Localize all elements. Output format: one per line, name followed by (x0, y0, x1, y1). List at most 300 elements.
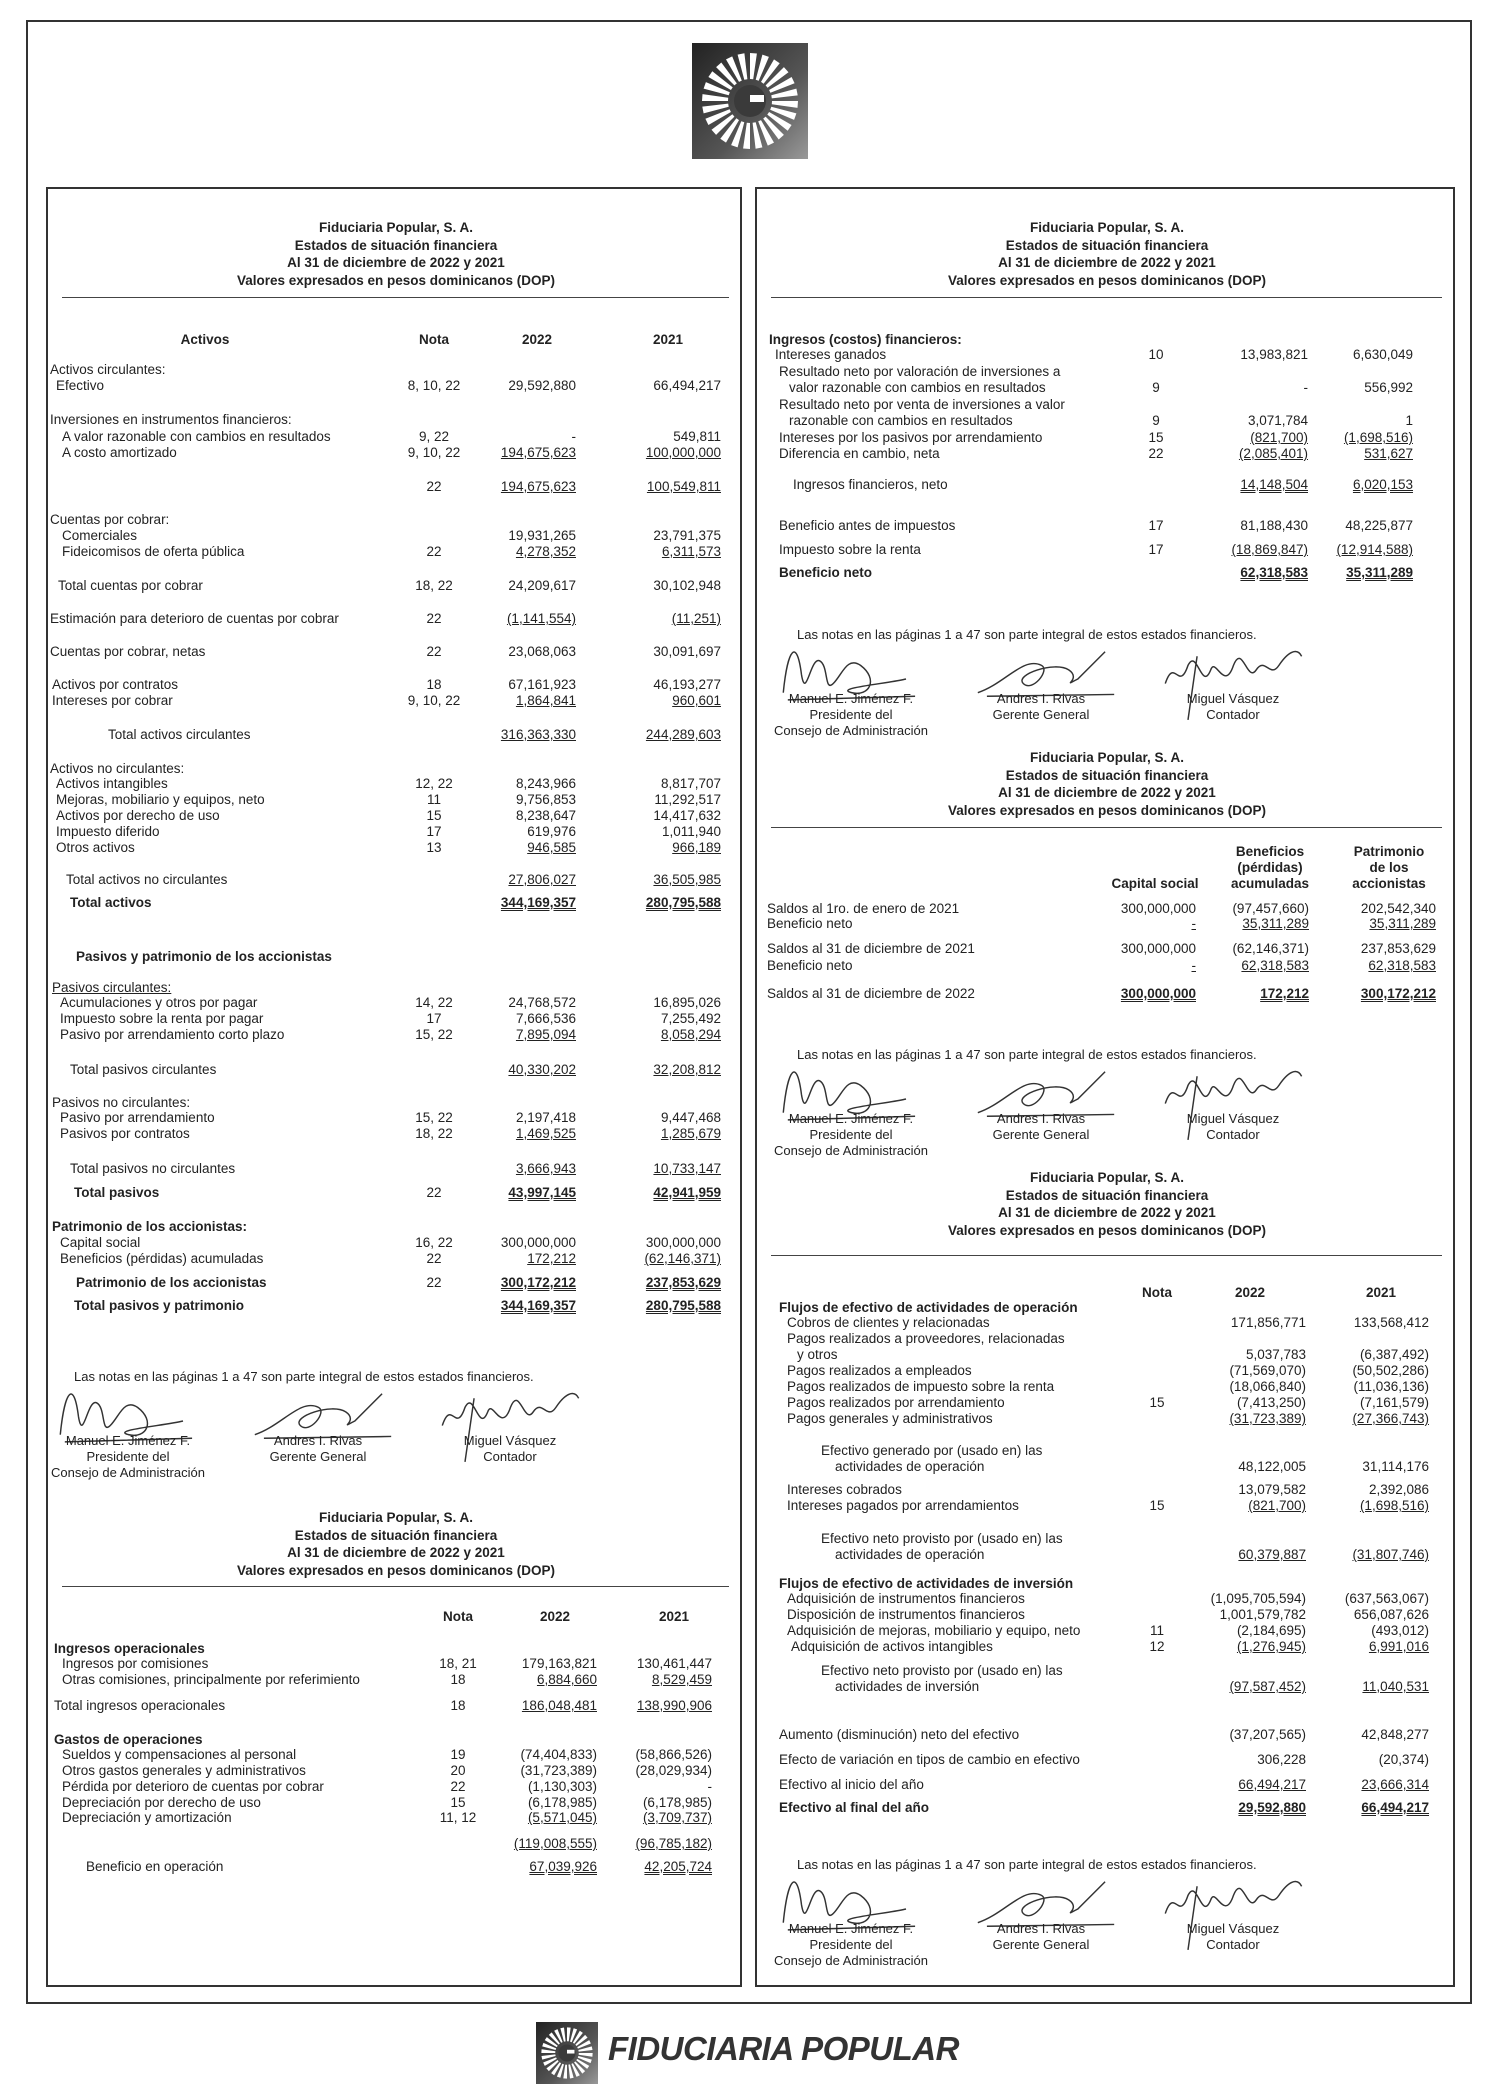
row-label: A costo amortizado (62, 445, 177, 460)
signatory-title: Consejo de Administración (774, 723, 928, 738)
row-nota: 18 (450, 1698, 466, 1713)
row-value-2021: 280,795,588 (645, 895, 721, 910)
signatory-title: Contador (1206, 707, 1260, 722)
statement-title: Estados de situación financiera (1005, 767, 1209, 783)
header-divider (771, 827, 1442, 828)
row-label-cont: actividades de inversión (835, 1679, 980, 1694)
row-value-2022: 66,494,217 (1238, 1777, 1306, 1792)
row-value-2022: 29,592,880 (1238, 1800, 1306, 1815)
row-nota: 13 (426, 840, 442, 855)
row-value-2021: 1,285,679 (660, 1126, 721, 1141)
row-value-2022: 300,172,212 (500, 1275, 576, 1290)
row-value-2021: 130,461,447 (636, 1656, 712, 1671)
row-label: Intereses cobrados (787, 1482, 902, 1497)
row-label: A valor razonable con cambios en resultados (62, 429, 331, 444)
row-value-2022: 13,983,821 (1240, 347, 1308, 362)
row-value-2022: 48,122,005 (1238, 1459, 1306, 1474)
signatory-title: Contador (1206, 1127, 1260, 1142)
row-value-2022: 1,001,579,782 (1219, 1607, 1306, 1622)
row-value-2022: 24,768,572 (508, 995, 576, 1010)
row-value-2021: 16,895,026 (653, 995, 721, 1010)
row-value-2021: (637,563,067) (1344, 1591, 1429, 1606)
row-capital-social: 300,000,000 (1120, 941, 1196, 956)
row-value-2022: 194,675,623 (500, 445, 576, 460)
signatory-name: Manuel E. Jiménez F. (788, 1111, 914, 1126)
row-value-2021: (11,251) (671, 611, 721, 626)
row-label: Pasivos por contratos (60, 1126, 190, 1141)
row-nota: 15 (1149, 1498, 1165, 1513)
row-label: Flujos de efectivo de actividades de operación (779, 1300, 1078, 1315)
row-label: Ingresos financieros, neto (793, 477, 948, 492)
row-value-2022: (18,066,840) (1229, 1379, 1306, 1394)
row-value-2022: (31,723,389) (1229, 1411, 1306, 1426)
row-label: Fideicomisos de oferta pública (62, 544, 245, 559)
signatory-title: Presidente del (809, 1127, 893, 1142)
row-capital-social: - (1191, 958, 1196, 973)
row-nota: 22 (426, 611, 442, 626)
row-label: Impuesto sobre la renta (779, 542, 921, 557)
row-label: Total pasivos (74, 1185, 160, 1200)
row-value-2022: 43,997,145 (508, 1185, 576, 1200)
row-label: Aumento (disminución) neto del efectivo (779, 1727, 1020, 1742)
column-header-patrimonio: de los (1369, 860, 1409, 875)
row-nota: 18, 22 (415, 578, 453, 593)
row-value-2021: 30,091,697 (653, 644, 721, 659)
row-label: Total activos circulantes (108, 727, 251, 742)
statement-date: Al 31 de diciembre de 2022 y 2021 (287, 255, 505, 270)
row-beneficios: 35,311,289 (1242, 916, 1309, 931)
row-nota: 15, 22 (415, 1027, 453, 1042)
row-beneficios: 172,212 (1260, 986, 1309, 1001)
row-label: Pagos realizados de impuesto sobre la renta (787, 1379, 1055, 1394)
row-label: Efectivo neto provisto por (usado en) las (821, 1531, 1063, 1546)
column-header-activos: Activos (180, 332, 230, 347)
row-label: Total pasivos circulantes (70, 1062, 217, 1077)
left-statements-panel (46, 187, 742, 1987)
statement-title: Estados de situación financiera (1005, 237, 1209, 253)
row-label: Diferencia en cambio, neta (779, 446, 940, 461)
signatory-name: Miguel Vásquez (1186, 1921, 1280, 1936)
row-value-2022: - (571, 429, 576, 444)
row-label: Otras comisiones, principalmente por referimiento (62, 1672, 360, 1687)
row-nota: 17 (1148, 518, 1164, 533)
signatory-name: Andres I. Rivas (996, 1921, 1086, 1936)
row-value-2022: (2,085,401) (1238, 446, 1308, 461)
row-value-2022: (37,207,565) (1229, 1727, 1306, 1742)
row-value-2021: 6,020,153 (1352, 477, 1413, 492)
row-label: Activos circulantes: (50, 362, 166, 377)
row-nota: 11 (1149, 1623, 1164, 1638)
row-nota: 10 (1148, 347, 1164, 362)
row-value-2021: 42,941,959 (653, 1185, 721, 1200)
row-capital-social: - (1191, 916, 1196, 931)
row-value-2022: 619,976 (527, 824, 576, 839)
row-label: Resultado neto por valoración de inversiones a (779, 364, 1061, 379)
row-value-2021: 14,417,632 (653, 808, 721, 823)
row-label: Intereses ganados (775, 347, 887, 362)
row-value-2022: (821,700) (1248, 1498, 1306, 1513)
row-value-2022: 62,318,583 (1240, 565, 1308, 580)
row-nota: 18, 22 (415, 1126, 453, 1141)
column-header-patrimonio: Patrimonio (1353, 844, 1425, 859)
column-header-patrimonio: accionistas (1352, 876, 1426, 891)
row-value-2021: 10,733,147 (653, 1161, 721, 1176)
row-value-2022: 8,238,647 (515, 808, 576, 823)
row-patrimonio: 202,542,340 (1360, 901, 1436, 916)
row-label: Pagos generales y administrativos (787, 1411, 993, 1426)
row-nota: 15, 22 (415, 1110, 453, 1125)
row-nota: 18 (450, 1672, 466, 1687)
row-label: Gastos de operaciones (54, 1732, 203, 1747)
row-value-2021: (58,866,526) (635, 1747, 712, 1762)
signatory-title: Gerente General (992, 1127, 1090, 1142)
row-value-2021: 960,601 (672, 693, 721, 708)
row-value-2021: 23,791,375 (653, 528, 721, 543)
row-label: Activos por derecho de uso (56, 808, 220, 823)
row-value-2022: 306,228 (1257, 1752, 1306, 1767)
row-label: Activos por contratos (52, 677, 179, 692)
row-value-2022: (74,404,833) (520, 1747, 597, 1762)
row-value-2021: 6,630,049 (1352, 347, 1413, 362)
row-value-2021: (50,502,286) (1352, 1363, 1429, 1378)
row-label: Efectivo generado por (usado en) las (821, 1443, 1043, 1458)
row-label: Cuentas por cobrar, netas (50, 644, 206, 659)
row-value-2022: 4,278,352 (515, 544, 576, 559)
row-label: Saldos al 1ro. de enero de 2021 (767, 901, 960, 916)
row-value-2022: 67,161,923 (508, 677, 576, 692)
row-value-2022: 172,212 (527, 1251, 576, 1266)
row-value-2021: 35,311,289 (1346, 565, 1413, 580)
row-nota: 18 (426, 677, 442, 692)
balance-header (48, 219, 744, 289)
row-value-2022: 29,592,880 (508, 378, 576, 393)
row-value-2022: 27,806,027 (508, 872, 576, 887)
row-value-2021: 42,205,724 (644, 1859, 712, 1874)
column-header-beneficios: Beneficios (1235, 844, 1305, 859)
row-label: Saldos al 31 de diciembre de 2022 (767, 986, 975, 1001)
row-nota: 22 (426, 1185, 442, 1200)
row-nota: 22 (426, 1251, 442, 1266)
row-value-2021: (11,036,136) (1353, 1379, 1429, 1394)
row-value-2021: 42,848,277 (1361, 1727, 1429, 1742)
row-label: Total activos (70, 895, 152, 910)
row-label: Comerciales (62, 528, 138, 543)
row-label: Pagos realizados a empleados (787, 1363, 972, 1378)
row-nota: 18, 21 (439, 1656, 477, 1671)
signature-block (48, 1351, 744, 1501)
row-value-2022: 171,856,771 (1230, 1315, 1306, 1330)
row-value-2022: (7,413,250) (1236, 1395, 1306, 1410)
row-value-2021: 9,447,468 (660, 1110, 721, 1125)
row-label: Pérdida por deterioro de cuentas por cobrar (62, 1779, 324, 1794)
row-value-2021: 66,494,217 (1361, 1800, 1429, 1815)
row-label: Otros gastos generales y administrativos (62, 1763, 306, 1778)
row-value-2022: 3,666,943 (515, 1161, 576, 1176)
row-label: Activos intangibles (56, 776, 168, 791)
row-value-2022: (1,141,554) (506, 611, 576, 626)
row-nota: 17 (426, 1011, 442, 1026)
row-value-2022: 24,209,617 (508, 578, 576, 593)
row-value-2022: 81,188,430 (1240, 518, 1308, 533)
row-nota: 9 (1152, 413, 1160, 428)
row-label-cont: y otros (797, 1347, 838, 1362)
row-label: Pasivos circulantes: (52, 980, 172, 995)
statement-title: Estados de situación financiera (1005, 1187, 1209, 1203)
row-value-2021: 36,505,985 (653, 872, 721, 887)
notes-statement: Las notas en las páginas 1 a 47 son parte integral de estos estados financieros. (797, 627, 1257, 642)
row-value-2021: 237,853,629 (645, 1275, 721, 1290)
row-label: Beneficios (pérdidas) acumuladas (60, 1251, 264, 1266)
statement-currency: Valores expresados en pesos dominicanos (DOP) (947, 272, 1267, 288)
right-statements-panel (755, 187, 1455, 1987)
row-label-cont: actividades de operación (835, 1459, 985, 1474)
row-nota: 22 (1148, 446, 1164, 461)
signatory-title: Contador (1206, 1937, 1260, 1952)
row-beneficios: 62,318,583 (1241, 958, 1309, 973)
company-name: Fiduciaria Popular, S. A. (1029, 220, 1185, 235)
row-label: Cobros de clientes y relacionadas (787, 1315, 990, 1330)
statement-currency: Valores expresados en pesos dominicanos (DOP) (236, 272, 556, 288)
row-value-2022: (97,587,452) (1229, 1679, 1306, 1694)
row-nota: 17 (426, 824, 442, 839)
row-value-2021: 11,040,531 (1362, 1679, 1429, 1694)
row-label: Total activos no circulantes (66, 872, 228, 887)
row-label: Pasivo por arrendamiento corto plazo (60, 1027, 285, 1042)
statement-title: Estados de situación financiera (294, 1527, 498, 1543)
row-nota: 11, 12 (439, 1810, 477, 1825)
signatory-title: Consejo de Administración (774, 1143, 928, 1158)
row-value-2021: 6,991,016 (1368, 1639, 1429, 1654)
signatory-title: Gerente General (992, 707, 1090, 722)
brand-wordmark: FIDUCIARIA POPULAR (608, 2030, 959, 2067)
row-label: Inversiones en instrumentos financieros: (50, 412, 292, 427)
company-name: Fiduciaria Popular, S. A. (318, 220, 474, 235)
row-value-2022: 1,469,525 (515, 1126, 576, 1141)
row-value-2021: 966,189 (672, 840, 721, 855)
row-value-2022: 19,931,265 (508, 528, 576, 543)
row-value-2022: 7,895,094 (515, 1027, 576, 1042)
row-label: Capital social (60, 1235, 141, 1250)
row-label: Intereses por los pasivos por arrendamiento (779, 430, 1043, 445)
income-header (48, 1509, 744, 1579)
row-value-2022: (71,569,070) (1229, 1363, 1306, 1378)
row-value-2021: 30,102,948 (653, 578, 721, 593)
row-value-2022: 2,197,418 (515, 1110, 576, 1125)
row-value-2022: (2,184,695) (1236, 1623, 1306, 1638)
row-value-2021: (96,785,182) (635, 1836, 712, 1851)
fiduciaria-popular-logo-icon (536, 2022, 598, 2084)
column-header-2021: 2021 (658, 1609, 690, 1624)
row-value-2022: (1,095,705,594) (1210, 1591, 1306, 1606)
row-nota: 16, 22 (415, 1235, 453, 1250)
row-value-2022: 1,864,841 (515, 693, 576, 708)
signatory-name: Manuel E. Jiménez F. (788, 691, 914, 706)
row-label: Cuentas por cobrar: (50, 512, 170, 527)
row-label: Patrimonio de los accionistas (76, 1275, 267, 1290)
statement-date: Al 31 de diciembre de 2022 y 2021 (998, 785, 1216, 800)
row-value-2021: (7,161,579) (1359, 1395, 1429, 1410)
company-name: Fiduciaria Popular, S. A. (1029, 750, 1185, 765)
row-label: Total pasivos no circulantes (70, 1161, 236, 1176)
row-patrimonio: 237,853,629 (1360, 941, 1436, 956)
row-value-2021: 1,011,940 (661, 824, 721, 839)
signatory-name: Manuel E. Jiménez F. (65, 1433, 191, 1448)
row-label: Impuesto sobre la renta por pagar (60, 1011, 264, 1026)
row-capital-social: 300,000,000 (1120, 901, 1196, 916)
row-label: Intereses pagados por arrendamientos (787, 1498, 1019, 1513)
signature-block (757, 609, 1457, 749)
column-header-nota: Nota (1142, 1285, 1172, 1300)
row-value-2021: 31,114,176 (1362, 1459, 1429, 1474)
signatory-name: Andres I. Rivas (996, 1111, 1086, 1126)
row-nota: 22 (450, 1779, 466, 1794)
cashflow-header (757, 1169, 1457, 1239)
row-value-2021: 1 (1405, 413, 1413, 428)
row-value-2022: 344,169,357 (500, 895, 576, 910)
company-name: Fiduciaria Popular, S. A. (318, 1510, 474, 1525)
row-label: Ingresos (costos) financieros: (769, 332, 962, 347)
row-value-2021: 531,627 (1364, 446, 1413, 461)
statement-title: Estados de situación financiera (294, 237, 498, 253)
row-label: Total ingresos operacionales (54, 1698, 226, 1713)
column-header-nota: Nota (443, 1609, 473, 1624)
row-value-2021: (6,178,985) (642, 1795, 712, 1810)
row-value-2021: 8,817,707 (660, 776, 721, 791)
row-beneficios: (62,146,371) (1232, 941, 1309, 956)
row-label: Activos no circulantes: (50, 761, 185, 776)
row-value-2022: 9,756,853 (515, 792, 576, 807)
statement-currency: Valores expresados en pesos dominicanos (DOP) (947, 1222, 1267, 1238)
row-value-2022: 13,079,582 (1238, 1482, 1306, 1497)
row-label: Beneficio neto (767, 958, 853, 973)
row-label: Efectivo neto provisto por (usado en) las (821, 1663, 1063, 1678)
row-label: Mejoras, mobiliario y equipos, neto (56, 792, 265, 807)
row-label: Otros activos (56, 840, 135, 855)
notes-statement: Las notas en las páginas 1 a 47 son parte integral de estos estados financieros. (797, 1857, 1257, 1872)
row-label: Beneficio neto (779, 565, 873, 580)
row-nota: 8, 10, 22 (407, 378, 461, 393)
row-label-cont: valor razonable con cambios en resultados (789, 380, 1046, 395)
row-label: Saldos al 31 de diciembre de 2021 (767, 941, 975, 956)
financial-header (757, 219, 1457, 289)
row-label: Estimación para deterioro de cuentas por cobrar (50, 611, 339, 626)
column-header-2021: 2021 (652, 332, 684, 347)
row-value-2022: (31,723,389) (520, 1763, 597, 1778)
row-nota: 22 (426, 479, 442, 494)
row-value-2021: 656,087,626 (1353, 1607, 1429, 1622)
signatory-title: Presidente del (809, 707, 893, 722)
row-nota: 14, 22 (415, 995, 453, 1010)
statement-date: Al 31 de diciembre de 2022 y 2021 (998, 255, 1216, 270)
row-label: Pagos realizados por arrendamiento (787, 1395, 1005, 1410)
row-label: Efecto de variación en tipos de cambio en efectivo (779, 1752, 1080, 1767)
column-header-2022: 2022 (1234, 1285, 1266, 1300)
row-value-2021: 46,193,277 (653, 677, 721, 692)
row-label: Pagos realizados a proveedores, relacionadas (787, 1331, 1065, 1346)
row-nota: 15 (450, 1795, 466, 1810)
row-value-2021: (1,698,516) (1343, 430, 1413, 445)
row-nota: 17 (1148, 542, 1164, 557)
row-value-2021: 280,795,588 (645, 1298, 721, 1313)
row-value-2022: 14,148,504 (1240, 477, 1308, 492)
brand-footer (532, 2018, 972, 2088)
row-label: Efectivo (56, 378, 105, 393)
row-value-2022: (1,130,303) (527, 1779, 597, 1794)
row-label: Sueldos y compensaciones al personal (62, 1747, 297, 1762)
row-value-2021: 8,058,294 (660, 1027, 721, 1042)
column-header-beneficios: acumuladas (1230, 876, 1310, 891)
row-nota: 22 (426, 1275, 442, 1290)
row-value-2022: (5,571,045) (527, 1810, 597, 1825)
row-label: Disposición de instrumentos financieros (787, 1607, 1025, 1622)
row-label: Impuesto diferido (56, 824, 160, 839)
row-label: Beneficio en operación (86, 1859, 224, 1874)
header-divider (771, 1255, 1442, 1256)
row-label: Flujos de efectivo de actividades de inversión (779, 1576, 1074, 1591)
row-label: Beneficio antes de impuestos (779, 518, 956, 533)
row-label: Total cuentas por cobrar (58, 578, 203, 593)
row-value-2021: (1,698,516) (1359, 1498, 1429, 1513)
statement-currency: Valores expresados en pesos dominicanos (DOP) (947, 802, 1267, 818)
row-value-2022: 179,163,821 (521, 1656, 597, 1671)
signatory-name: Andres I. Rivas (996, 691, 1086, 706)
row-value-2022: 6,884,660 (536, 1672, 597, 1687)
signatory-name: Miguel Vásquez (1186, 691, 1280, 706)
row-nota: 9, 10, 22 (407, 445, 461, 460)
row-label: Adquisición de activos intangibles (791, 1639, 993, 1654)
row-value-2022: 300,000,000 (500, 1235, 576, 1250)
row-value-2022: 67,039,926 (529, 1859, 597, 1874)
row-value-2021: 100,549,811 (646, 479, 721, 494)
row-value-2021: 244,289,603 (645, 727, 721, 742)
notes-statement: Las notas en las páginas 1 a 47 son parte integral de estos estados financieros. (74, 1369, 534, 1384)
signatory-name: Miguel Vásquez (1186, 1111, 1280, 1126)
row-label: Patrimonio de los accionistas: (52, 1219, 248, 1234)
row-nota: 12 (1149, 1639, 1165, 1654)
signatory-name: Manuel E. Jiménez F. (788, 1921, 914, 1936)
row-nota: 15 (1149, 1395, 1165, 1410)
row-value-2021: 6,311,573 (661, 544, 721, 559)
row-value-2021: 549,811 (673, 429, 721, 444)
row-value-2021: 138,990,906 (636, 1698, 712, 1713)
row-patrimonio: 35,311,289 (1369, 916, 1436, 931)
row-value-2021: 66,494,217 (653, 378, 721, 393)
row-value-2021: 2,392,086 (1368, 1482, 1429, 1497)
row-label: Total pasivos y patrimonio (74, 1298, 245, 1313)
row-label: Efectivo al inicio del año (779, 1777, 924, 1792)
row-value-2022: (119,008,555) (513, 1836, 597, 1851)
signatory-name: Miguel Vásquez (463, 1433, 557, 1448)
row-value-2022: (821,700) (1250, 430, 1308, 445)
row-label: Pasivo por arrendamiento (60, 1110, 215, 1125)
row-value-2022: 60,379,887 (1238, 1547, 1306, 1562)
row-value-2021: (62,146,371) (644, 1251, 721, 1266)
row-patrimonio: 300,172,212 (1360, 986, 1436, 1001)
row-value-2021: 100,000,000 (645, 445, 721, 460)
signatory-title: Contador (483, 1449, 537, 1464)
row-value-2021: 133,568,412 (1353, 1315, 1429, 1330)
row-label: Pasivos y patrimonio de los accionistas (76, 949, 332, 964)
row-value-2022: (6,178,985) (527, 1795, 597, 1810)
row-label: Beneficio neto (767, 916, 853, 931)
signatory-name: Andres I. Rivas (273, 1433, 363, 1448)
signatory-title: Consejo de Administración (774, 1953, 928, 1968)
row-value-2022: 946,585 (527, 840, 576, 855)
column-header-capital-social: Capital social (1111, 876, 1199, 891)
row-value-2021: 48,225,877 (1345, 518, 1413, 533)
row-nota: 22 (426, 544, 442, 559)
row-nota: 19 (450, 1747, 466, 1762)
